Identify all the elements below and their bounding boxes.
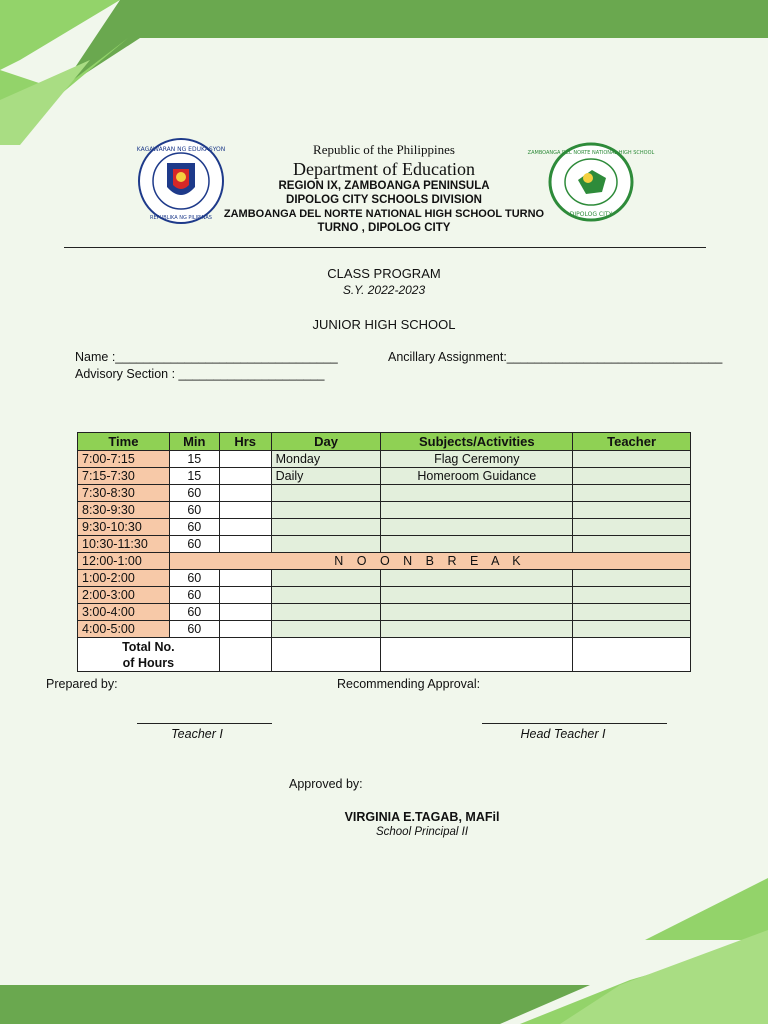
total-day-cell (271, 638, 381, 672)
day-cell (271, 519, 381, 536)
table-row (78, 570, 691, 587)
school-logo (527, 142, 655, 222)
table-row (78, 587, 691, 604)
teacher-cell (573, 502, 691, 519)
subject-cell (381, 621, 573, 638)
address-line: TURNO , DIPOLOG CITY (317, 222, 451, 234)
subject-cell: Homeroom Guidance (381, 468, 573, 485)
level-title: JUNIOR HIGH SCHOOL (312, 317, 456, 332)
table-row (78, 451, 691, 468)
table-row (78, 621, 691, 638)
division-line: DIPOLOG CITY SCHOOLS DIVISION (286, 194, 482, 206)
min-cell: 60 (169, 485, 219, 502)
min-cell: 60 (169, 536, 219, 553)
table-row (78, 468, 691, 485)
teacher-cell (573, 570, 691, 587)
day-cell (271, 502, 381, 519)
hrs-cell (219, 536, 271, 553)
subject-cell (381, 604, 573, 621)
day-cell (271, 536, 381, 553)
teacher-role: Teacher I (171, 727, 223, 741)
teacher-cell (573, 485, 691, 502)
head-teacher-signature-line (482, 723, 667, 724)
hrs-cell (219, 502, 271, 519)
teacher-cell (573, 604, 691, 621)
min-cell: 60 (169, 604, 219, 621)
recommending-label: Recommending Approval: (337, 677, 481, 691)
hrs-cell (219, 485, 271, 502)
svg-text:KAGAWARAN NG EDUKASYON: KAGAWARAN NG EDUKASYON (136, 146, 226, 153)
ancillary-field[interactable]: Ancillary Assignment:_______________________________ (388, 350, 723, 364)
table-row (78, 604, 691, 621)
time-cell: 10:30-11:30 (78, 536, 170, 553)
col-teacher: Teacher (573, 433, 691, 451)
school-year: S.Y. 2022-2023 (342, 283, 426, 297)
min-cell: 60 (169, 587, 219, 604)
day-cell: Daily (271, 468, 381, 485)
hrs-cell (219, 451, 271, 468)
time-cell: 1:00-2:00 (78, 570, 170, 587)
day-cell (271, 621, 381, 638)
min-cell: 15 (169, 451, 219, 468)
subject-cell (381, 519, 573, 536)
subject-cell (381, 502, 573, 519)
table-row (78, 502, 691, 519)
subject-cell (381, 570, 573, 587)
teacher-signature-line (137, 723, 272, 724)
table-row (78, 485, 691, 502)
total-line-1: Total No. (122, 639, 175, 654)
min-cell: 60 (169, 519, 219, 536)
time-cell: 9:30-10:30 (78, 519, 170, 536)
hrs-cell (219, 570, 271, 587)
hrs-cell (219, 604, 271, 621)
advisory-field[interactable]: Advisory Section : _____________________ (75, 367, 325, 381)
col-time: Time (78, 433, 170, 451)
time-cell: 7:15-7:30 (78, 468, 170, 485)
time-cell: 8:30-9:30 (78, 502, 170, 519)
total-subject-cell (381, 638, 573, 672)
total-hrs-cell (219, 638, 271, 672)
svg-text:DIPOLOG CITY: DIPOLOG CITY (569, 211, 613, 218)
noon-break-label: N O O N B R E A K (169, 553, 690, 570)
time-cell: 7:00-7:15 (78, 451, 170, 468)
min-cell: 60 (169, 502, 219, 519)
noon-break-row (78, 553, 691, 570)
min-cell: 15 (169, 468, 219, 485)
republic-line: Republic of the Philippines (313, 142, 455, 157)
day-cell (271, 587, 381, 604)
approved-by-label: Approved by: (289, 777, 363, 791)
time-cell: 7:30-8:30 (78, 485, 170, 502)
subject-cell (381, 536, 573, 553)
name-field[interactable]: Name :________________________________ (75, 350, 338, 364)
total-row (78, 638, 691, 672)
total-line-2: of Hours (122, 655, 175, 670)
teacher-cell (573, 451, 691, 468)
min-cell: 60 (169, 570, 219, 587)
time-cell: 4:00-5:00 (78, 621, 170, 638)
day-cell: Monday (271, 451, 381, 468)
deped-seal-logo (137, 137, 225, 225)
svg-text:REPUBLIKA NG PILIPINAS: REPUBLIKA NG PILIPINAS (150, 215, 212, 221)
prepared-by-label: Prepared by: (46, 677, 118, 691)
principal-name: VIRGINIA E.TAGAB, MAFil (344, 810, 500, 824)
teacher-cell (573, 468, 691, 485)
subject-cell (381, 587, 573, 604)
teacher-cell (573, 536, 691, 553)
time-cell: 12:00-1:00 (78, 553, 170, 570)
col-subjects: Subjects/Activities (381, 433, 573, 451)
min-cell: 60 (169, 621, 219, 638)
teacher-cell (573, 621, 691, 638)
hrs-cell (219, 621, 271, 638)
department-title: Department of Education (293, 159, 475, 179)
region-line: REGION IX, ZAMBOANGA PENINSULA (278, 180, 490, 192)
day-cell (271, 485, 381, 502)
teacher-cell (573, 587, 691, 604)
total-hours-label (78, 638, 220, 672)
time-cell: 3:00-4:00 (78, 604, 170, 621)
table-header-row (78, 433, 691, 451)
subject-cell: Flag Ceremony (381, 451, 573, 468)
header-divider (64, 247, 706, 248)
table-row (78, 519, 691, 536)
hrs-cell (219, 587, 271, 604)
school-line: ZAMBOANGA DEL NORTE NATIONAL HIGH SCHOOL TURNO (223, 208, 545, 220)
class-program-table (77, 432, 691, 672)
svg-text:ZAMBOANGA DEL NORTE NATIONAL H: ZAMBOANGA DEL NORTE NATIONAL HIGH SCHOOL (527, 150, 655, 156)
col-day: Day (271, 433, 381, 451)
subject-cell (381, 485, 573, 502)
col-min: Min (169, 433, 219, 451)
day-cell (271, 604, 381, 621)
class-program-title: CLASS PROGRAM (327, 266, 441, 281)
col-hrs: Hrs (219, 433, 271, 451)
hrs-cell (219, 519, 271, 536)
day-cell (271, 570, 381, 587)
table-row (78, 536, 691, 553)
teacher-cell (573, 519, 691, 536)
head-teacher-role: Head Teacher I (520, 727, 606, 741)
time-cell: 2:00-3:00 (78, 587, 170, 604)
hrs-cell (219, 468, 271, 485)
total-teacher-cell (573, 638, 691, 672)
principal-role: School Principal II (375, 826, 469, 838)
